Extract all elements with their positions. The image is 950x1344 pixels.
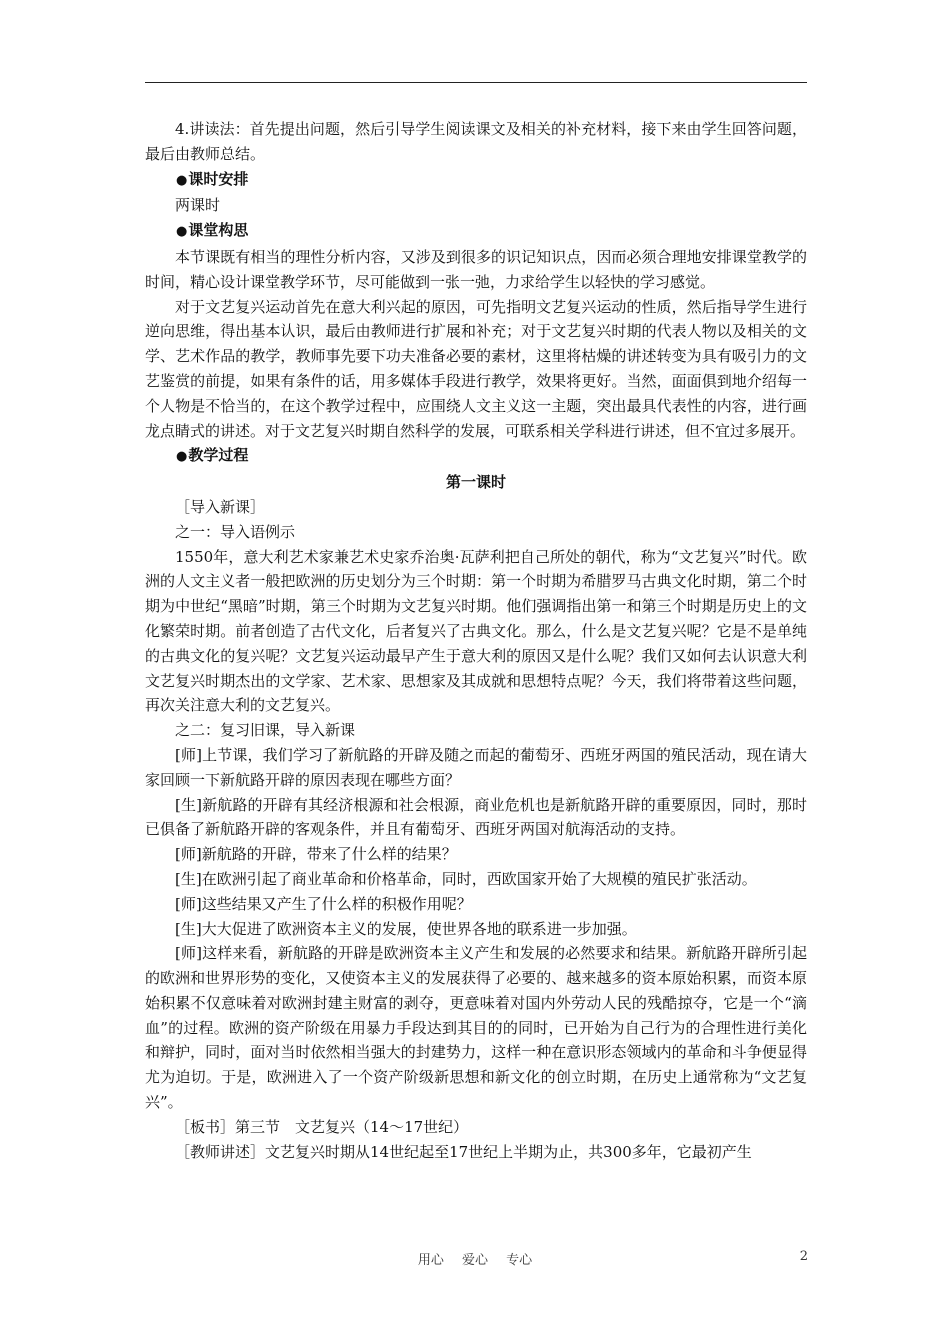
dialogue-teacher-3: [师]这些结果又产生了什么样的积极作用呢？ <box>175 894 472 913</box>
dialogue-student-2: [生]在欧洲引起了商业革命和价格革命，同时，西欧国家开始了大规模的殖民扩张活动。 <box>175 869 757 888</box>
header-rule <box>145 82 807 83</box>
dialogue-student-1: [生]新航路的开辟有其经济根源和社会根源，商业危机也是新航路开辟的重要原因，同时，那时已俱备了新航路开辟的客观条件，并且有葡萄牙、西班牙两国对航海活动的支持。 <box>145 795 807 839</box>
paragraph-intro-label: ［导入新课］ <box>175 497 266 516</box>
paragraph-teacher-lecture: ［教师讲述］文艺复兴时期从14世纪起至17世纪上半期为止，共300多年，它最初产生 <box>175 1142 752 1161</box>
footer-motto-2: 爱心 <box>461 1253 488 1268</box>
dialogue-teacher-1: [师]上节课，我们学习了新航路的开辟及随之而起的葡萄牙、西班牙两国的殖民活动，现在请大家回顾一下新航路开辟的原因表现在哪些方面？ <box>145 745 807 789</box>
paragraph-method-4: 4.讲读法：首先提出问题，然后引导学生阅读课文及相关的补充材料，接下来由学生回答问题，最后由教师总结。 <box>145 120 807 163</box>
paragraph-intro-example: 之一：导入语例示 <box>175 522 296 541</box>
paragraph-design-1: 本节课既有相当的理性分析内容，又涉及到很多的识记知识点，因而必须合理地安排课堂教学的时间，精心设计课堂教学环节，尽可能做到一张一弛，力求给学生以轻快的学习感觉。 <box>145 247 807 291</box>
paragraph-blackboard: ［板书］第三节 文艺复兴（14～17世纪） <box>175 1117 469 1136</box>
bullet-icon: ● <box>176 172 188 188</box>
bullet-icon: ● <box>176 449 188 465</box>
document-body <box>145 117 807 1164</box>
section-heading-schedule: ●课时安排 <box>176 169 249 188</box>
dialogue-teacher-4: [师]这样来看，新航路的开辟是欧洲资本主义产生和发展的必然要求和结果。新航路开辟所引起的欧洲和世界形势的变化，又使资本主义的发展获得了必要的、越来越多的资本原始积累，而资本原始积累不仅意味着对欧洲封建主财富的剥夺，更意味着对国内外劳动人民的残酷掠夺，它是一个“滴血”的过程。欧洲的资产阶级在用暴力手段达到其目的的同时，已开始为自己行为的合理性进行美化和辩护，同时，面对当时依然相当强大的封建势力，这样一种在意识形态领域内的革命和斗争便显得尤为迫切。于是，欧洲进入了一个资产阶级新思想和新文化的创立时期，在历史上通常称为“文艺复兴”。 <box>145 944 807 1112</box>
page-number: 2 <box>799 1249 808 1264</box>
lesson-title: 第一课时 <box>445 473 506 492</box>
footer-motto-3: 专心 <box>506 1253 533 1268</box>
paragraph-review: 之二：复习旧课，导入新课 <box>175 721 356 740</box>
section-heading-design: ●课堂构思 <box>176 221 249 240</box>
bullet-icon: ● <box>176 224 188 240</box>
dialogue-student-3: [生]大大促进了欧洲资本主义的发展，使世界各地的联系进一步加强。 <box>175 919 637 938</box>
dialogue-teacher-2: [师]新航路的开辟，带来了什么样的结果？ <box>175 845 457 864</box>
paragraph-design-2: 对于文艺复兴运动首先在意大利兴起的原因，可先指明文艺复兴运动的性质，然后指导学生进行逆向思维，得出基本认识，最后由教师进行扩展和补充；对于文艺复兴时期的代表人物以及相关的文学、艺术作品的教学，教师事先要下功夫准备必要的素材，这里将枯燥的讲述转变为具有吸引力的文艺鉴赏的前提，如果有条件的话，用多媒体手段进行教学，效果将更好。当然，面面俱到地介绍每一个人物是不恰当的，在这个教学过程中，应围绕人文主义这一主题，突出最具代表性的内容，进行画龙点睛式的讲述。对于文艺复兴时期自然科学的发展，可联系相关学科进行讲述，但不宜过多展开。 <box>145 297 807 440</box>
footer-motto-1: 用心 <box>417 1253 444 1268</box>
paragraph-two-lessons: 两课时 <box>175 196 221 215</box>
section-heading-process: ●教学过程 <box>176 446 249 465</box>
paragraph-1550: 1550年，意大利艺术家兼艺术史家乔治奥·瓦萨利把自己所处的朝代，称为“文艺复兴”时代。欧洲的人文主义者一般把欧洲的历史划分为三个时期：第一个时期为希腊罗马古典文化时期，第二个时期为中世纪“黑暗”时期，第三个时期为文艺复兴时期。他们强调指出第一和第三个时期是历史上的文化繁荣时期。前者创造了古代文化，后者复兴了古典文化。那么，什么是文艺复兴呢？它是不是单纯的古典文化的复兴呢？文艺复兴运动最早产生于意大利的原因又是什么呢？我们又如何去认识意大利文艺复兴时期杰出的文学家、艺术家、思想家及其成就和思想特点呢？今天，我们将带着这些问题，再次关注意大利的文艺复兴。 <box>145 547 807 715</box>
